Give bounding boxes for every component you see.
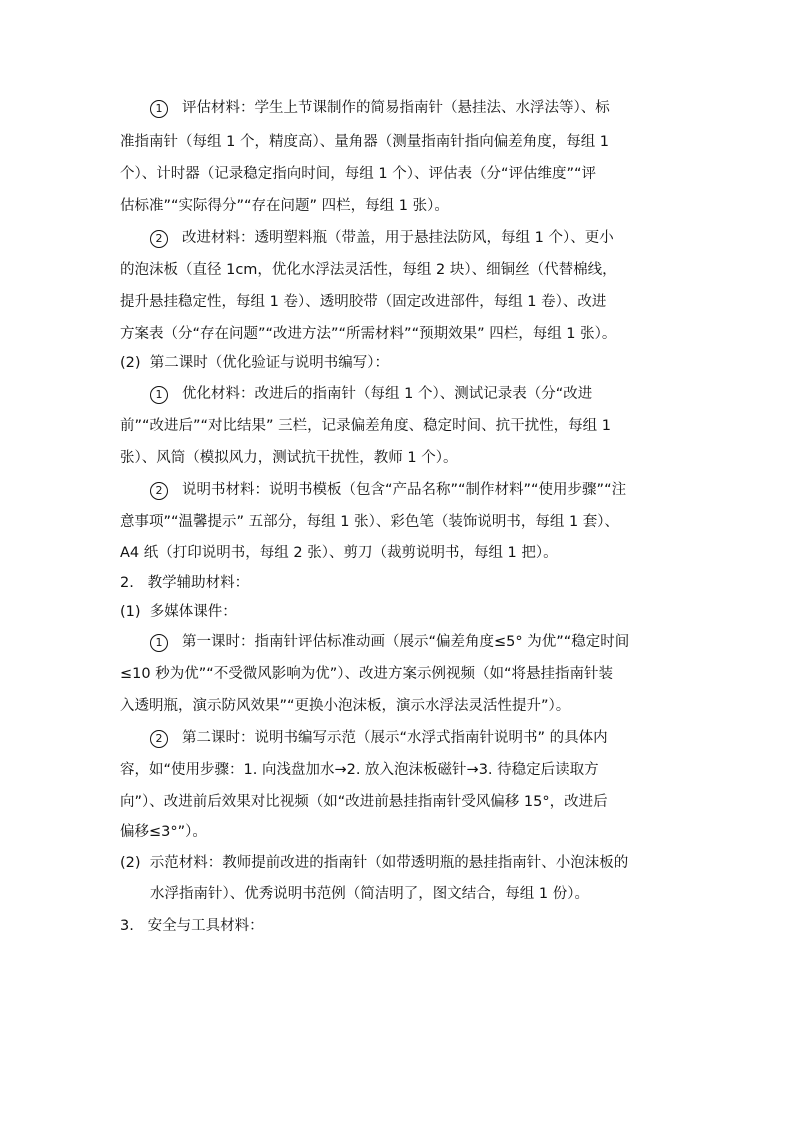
- text-line: 前”“改进后”“对比结果” 三栏，记录偏差角度、稳定时间、抗干扰性，每组 1: [120, 418, 612, 434]
- subsection-heading: (1) 多媒体课件：: [120, 604, 237, 620]
- text-line: 水浮指南针）、优秀说明书范例（简洁明了，图文结合，每组 1 份）。: [150, 886, 589, 902]
- subsection-heading: (2) 第二课时（优化验证与说明书编写）：: [120, 355, 390, 371]
- text-line: [150, 228, 614, 248]
- line-text: 优化材料：改进后的指南针（每组 1 个）、测试记录表（分“改进: [182, 386, 593, 402]
- text-line: [150, 728, 608, 748]
- line-text: 说明书材料：说明书模板（包含“产品名称”“制作材料”“使用步骤”“注: [182, 482, 627, 498]
- text-line: 方案表（分“存在问题”“改进方法”“所需材料”“预期效果” 四栏，每组 1 张）。: [120, 326, 617, 342]
- text-line: A4 纸（打印说明书，每组 2 张）、剪刀（裁剪说明书，每组 1 把）。: [120, 545, 558, 561]
- text-line: [150, 384, 592, 404]
- text-line: 准指南针（每组 1 个，精度高）、量角器（测量指南针指向偏差角度，每组 1: [120, 134, 610, 150]
- text-line: (2) 示范材料：教师提前改进的指南针（如带透明瓶的悬挂指南针、小泡沫板的: [120, 855, 629, 871]
- circled-number: 1: [150, 634, 168, 652]
- line-text: 评估材料：学生上节课制作的简易指南针（悬挂法、水浮法等）、标: [182, 100, 610, 116]
- section-heading: 2. 教学辅助材料：: [120, 575, 250, 591]
- text-line: [150, 632, 629, 652]
- text-line: 意事项”“温馨提示” 五部分，每组 1 张）、彩色笔（装饰说明书，每组 1 套）、: [120, 514, 620, 530]
- circled-number: 2: [150, 482, 168, 500]
- text-line: 入透明瓶，演示防风效果”“更换小泡沫板，演示水浮法灵活性提升”）。: [120, 698, 571, 714]
- circled-number: 2: [150, 730, 168, 748]
- text-line: ≤10 秒为优”“不受微风影响为优”）、改进方案示例视频（如“将悬挂指南针装: [120, 666, 614, 682]
- text-line: [150, 480, 626, 500]
- line-text: 第二课时：说明书编写示范（展示“水浮式指南针说明书” 的具体内: [182, 730, 608, 746]
- text-line: 个）、计时器（记录稳定指向时间，每组 1 个）、评估表（分“评估维度”“评: [120, 166, 596, 182]
- text-line: 估标准”“实际得分”“存在问题” 四栏，每组 1 张）。: [120, 198, 449, 214]
- text-line: 的泡沫板（直径 1cm，优化水浮法灵活性，每组 2 块）、细铜丝（代替棉线，: [120, 262, 617, 278]
- text-line: 偏移≤3°”）。: [120, 824, 207, 840]
- line-text: 改进材料：透明塑料瓶（带盖，用于悬挂法防风，每组 1 个）、更小: [182, 230, 614, 246]
- line-text: 第一课时：指南针评估标准动画（展示“偏差角度≤5° 为优”“稳定时间: [182, 634, 630, 650]
- circled-number: 2: [150, 230, 168, 248]
- section-heading: 3. 安全与工具材料：: [120, 918, 264, 934]
- text-line: [150, 98, 610, 118]
- text-line: 提升悬挂稳定性，每组 1 卷）、透明胶带（固定改进部件，每组 1 卷）、改进: [120, 294, 607, 310]
- text-line: 张）、风筒（模拟风力，测试抗干扰性，教师 1 个）。: [120, 450, 458, 466]
- text-line: 向”）、改进前后效果对比视频（如“改进前悬挂指南针受风偏移 15°，改进后: [120, 794, 608, 810]
- circled-number: 1: [150, 386, 168, 404]
- circled-number: 1: [150, 100, 168, 118]
- text-line: 容，如“使用步骤：1. 向浅盘加水→2. 放入泡沫板磁针→3. 待稳定后读取方: [120, 762, 599, 778]
